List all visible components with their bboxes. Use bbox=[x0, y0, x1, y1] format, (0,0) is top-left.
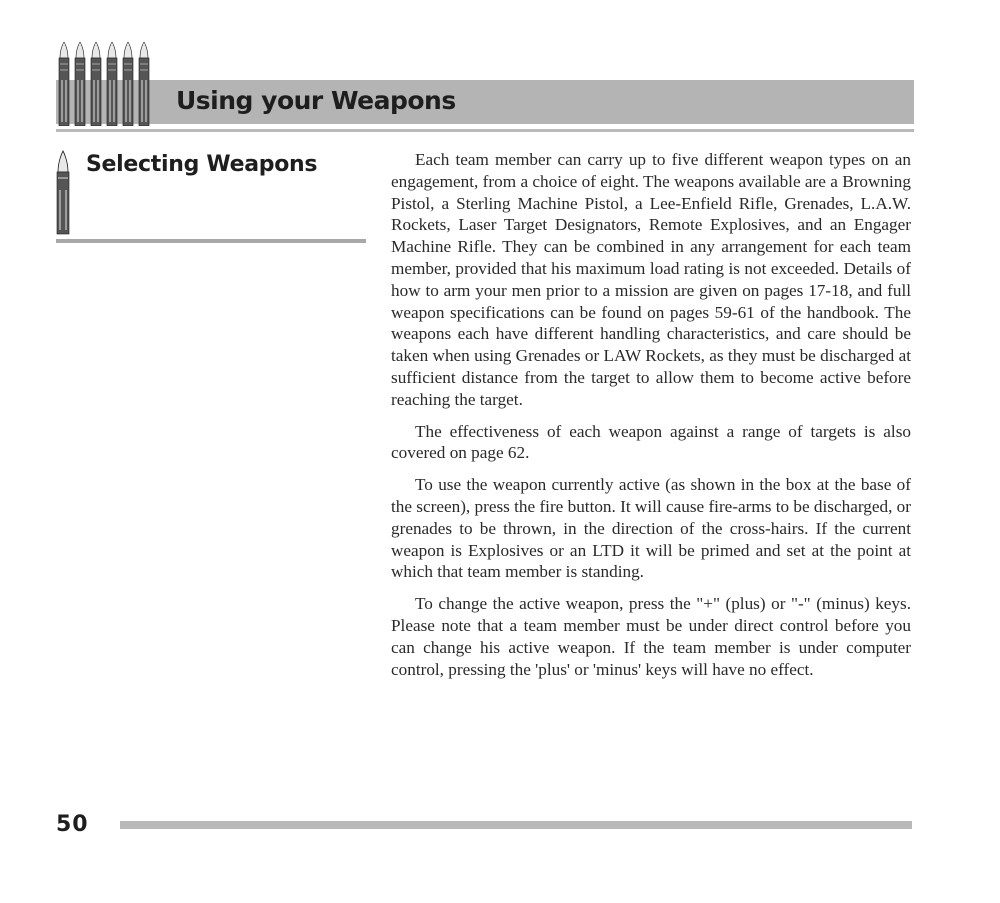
paragraph: The effectiveness of each weapon against a range of targets is also covered on page 62. bbox=[391, 421, 911, 463]
section-heading: Selecting Weapons bbox=[86, 152, 318, 177]
footer-rule bbox=[120, 821, 912, 829]
bullet-icon bbox=[55, 150, 71, 236]
header-underline bbox=[56, 129, 914, 132]
page-title: Using your Weapons bbox=[176, 86, 456, 115]
page-number: 50 bbox=[56, 812, 89, 837]
bullets-icon bbox=[56, 40, 152, 126]
paragraph: To change the active weapon, press the "+" (plus) or "-" (minus) keys. Please note that a team member must be under direct control before you can change his active weapon. If the team member is under computer control, pressing the 'plus' or 'minus' keys will have no effect. bbox=[391, 594, 911, 679]
paragraph: To use the weapon currently active (as shown in the box at the base of the screen), press the fire button. It will cause fire-arms to be discharged, or grenades to be thrown, in the direction of the cross-hairs. If the current weapon is Explosives or an LTD it will be primed and set at the point at which that team member is standing. bbox=[391, 475, 911, 582]
paragraph: Each team member can carry up to five different weapon types on an engagement, from a choice of eight. The weapons available are a Browning Pistol, a Sterling Machine Pistol, a Lee-Enfield Rifle, Grenades, L.A.W. Rockets, Laser Target Designators, Remote Explosives, and an Engager Machine Rifle. They can be combined in any arrangement for each team member, provided that his maximum load rating is not exceeded. Details of how to arm your men prior to a mission are given on pages 17-18, and full weapon specifications can be found on pages 59-61 of the handbook. The weapons each have different handling characteristics, and care should be taken when using Grenades or LAW Rockets, as they must be discharged at sufficient distance from the target to allow them to become active before reaching the target. bbox=[391, 150, 911, 409]
section-rule bbox=[56, 239, 366, 243]
body-text bbox=[391, 149, 911, 690]
